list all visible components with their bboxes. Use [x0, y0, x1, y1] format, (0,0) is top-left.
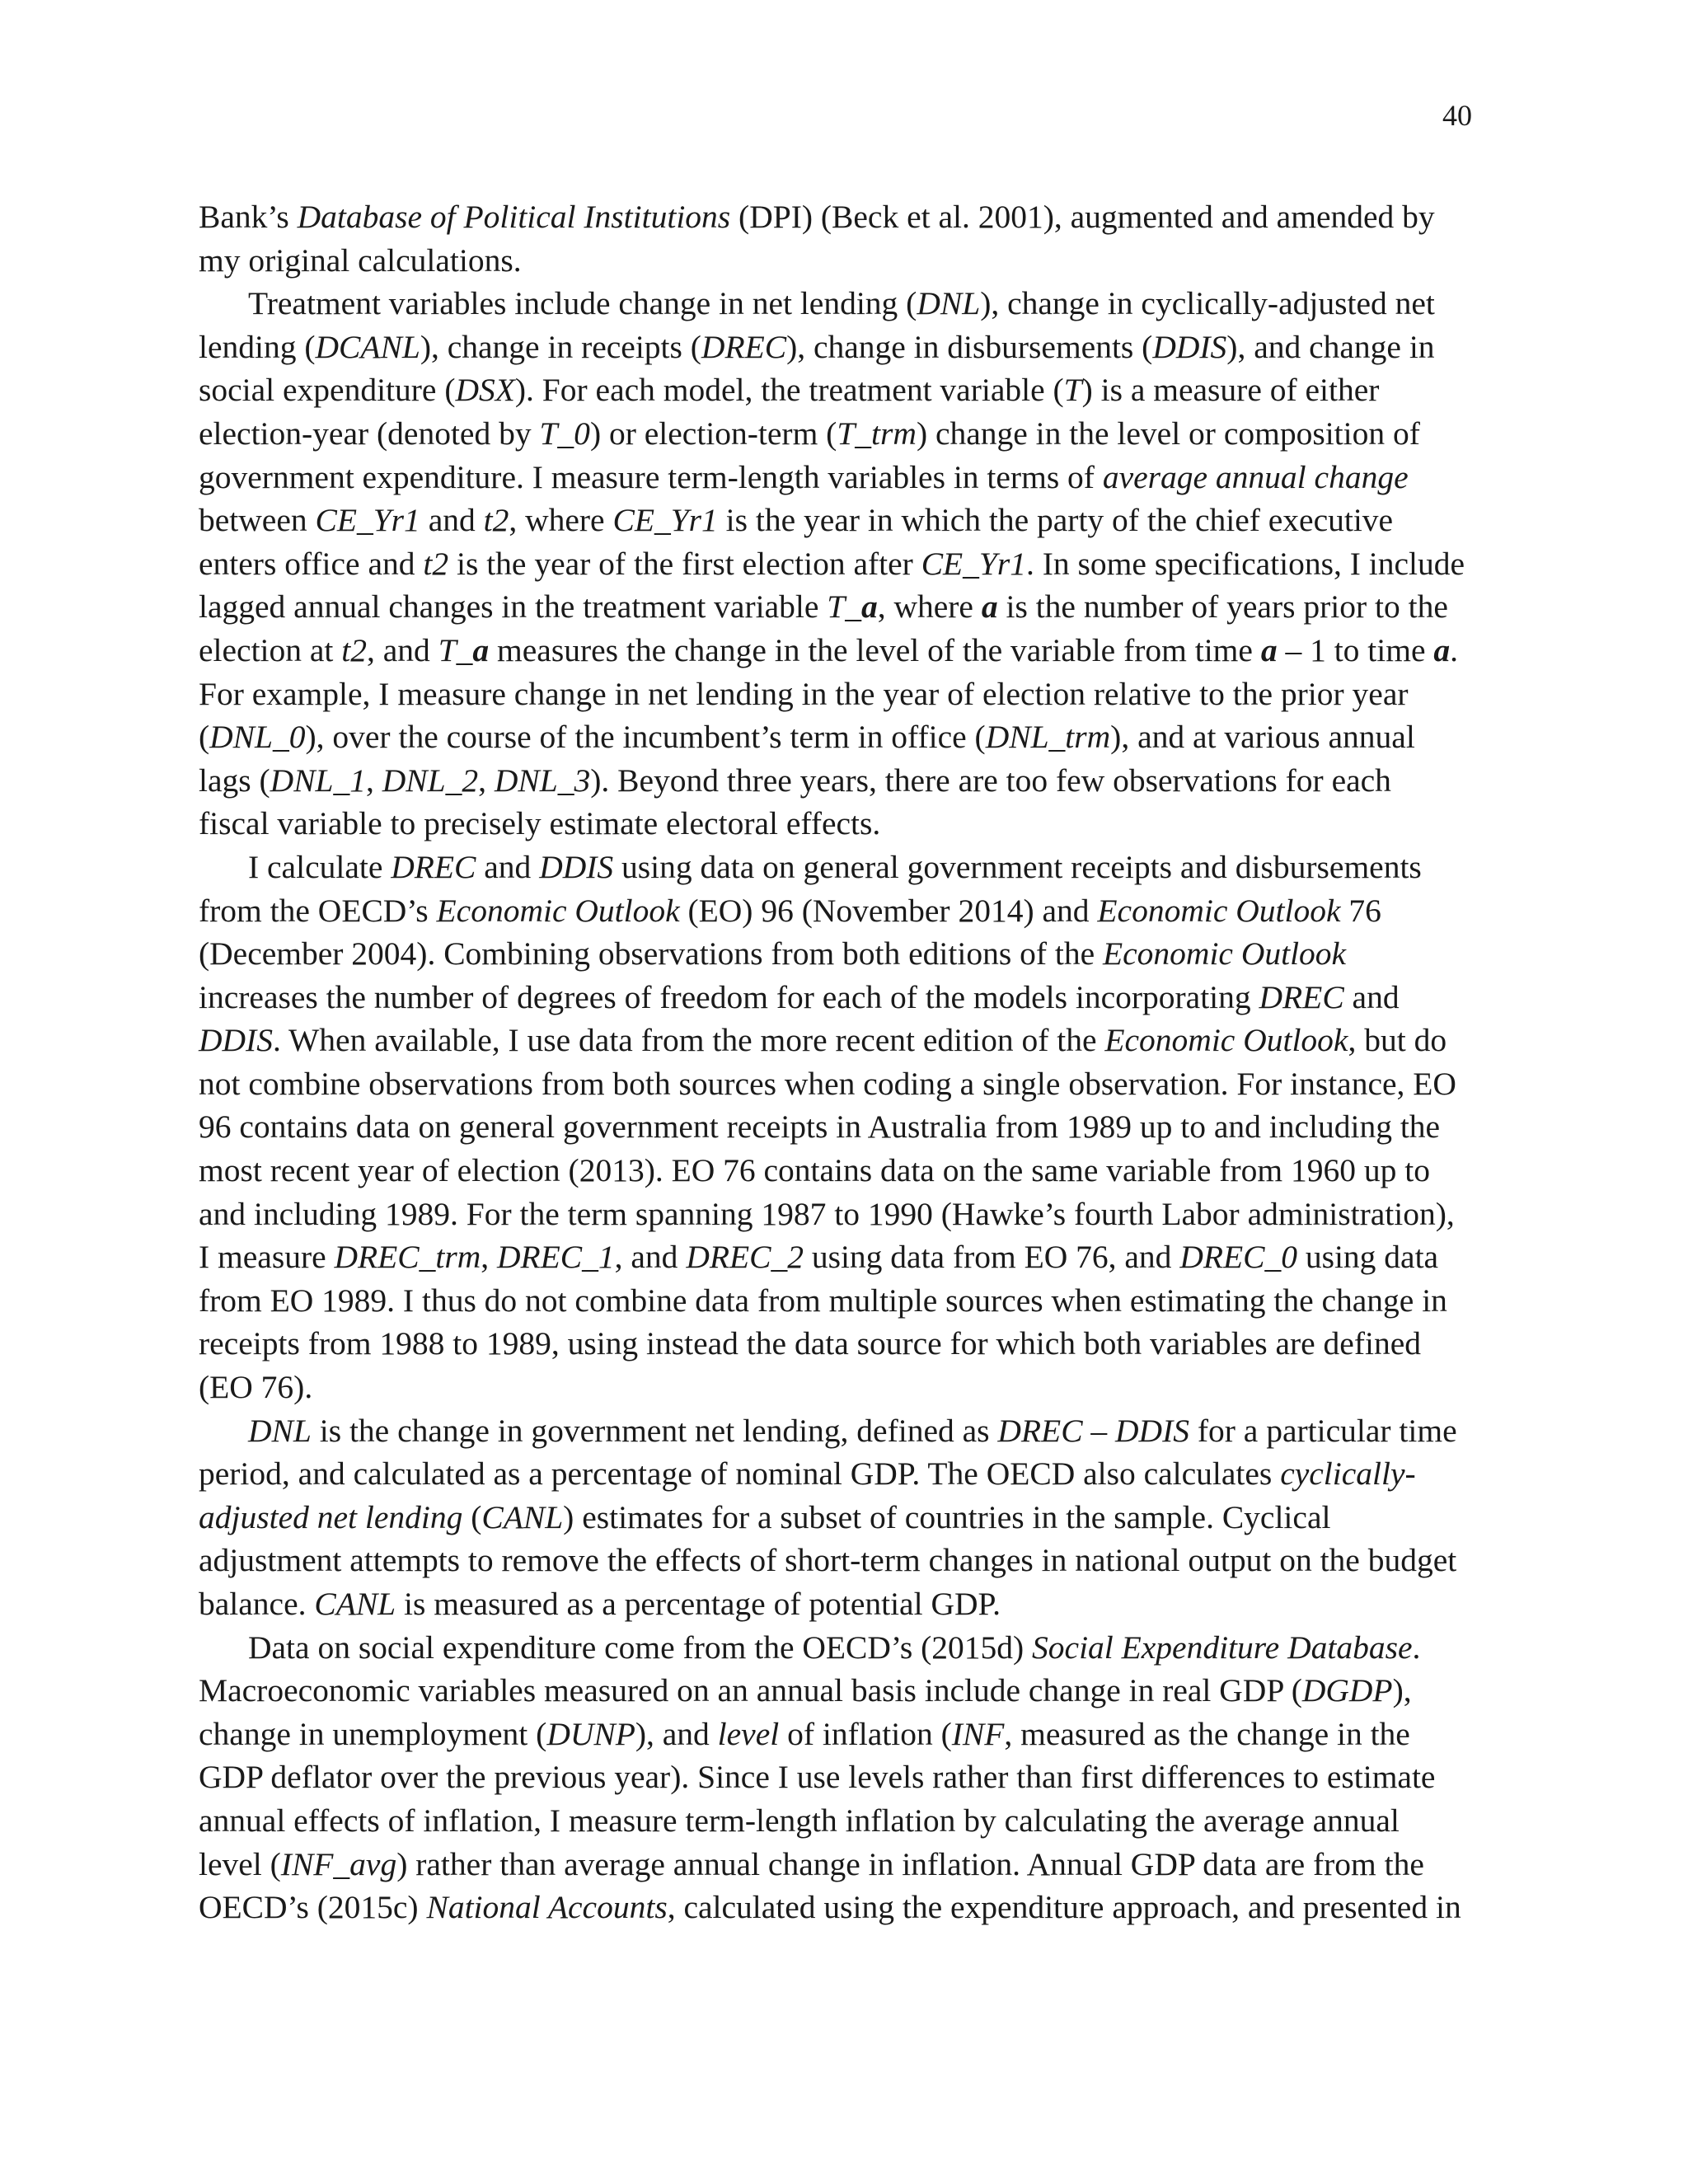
text-line: [199, 368, 1484, 412]
emphasized-text: CANL: [314, 1586, 396, 1622]
text-run: For example, I measure change in net lending in the year of election relative to the prior year: [199, 675, 1409, 712]
text-run: , but do: [1348, 1022, 1447, 1059]
text-line: [199, 1843, 1484, 1886]
text-run: using data on general government receipts and disbursements: [613, 848, 1422, 885]
text-run: election-year (denoted by: [199, 415, 540, 452]
emphasized-text: t2: [483, 502, 509, 539]
text-run: for a particular time: [1189, 1412, 1457, 1449]
text-run: Bank’s: [199, 199, 298, 235]
emphasized-text: Economic Outlook: [1103, 935, 1347, 972]
emphasized-text: DDIS: [539, 848, 614, 885]
text-run: , and: [367, 631, 438, 668]
emphasized-text: a: [1260, 631, 1278, 668]
text-line: [199, 282, 1484, 326]
text-run: , measured as the change in the: [1004, 1715, 1410, 1752]
text-run: is the number of years prior to the: [997, 588, 1448, 626]
text-line: [199, 1366, 1484, 1409]
text-line: [199, 1193, 1484, 1236]
text-run: I measure: [199, 1239, 335, 1276]
text-run: (DPI) (Beck et al. 2001), augmented and amended by: [730, 199, 1435, 235]
emphasized-text: average annual change: [1102, 458, 1409, 495]
text-run: using data from EO 76, and: [803, 1239, 1180, 1276]
emphasized-text: DNL: [248, 1412, 312, 1449]
emphasized-text: CE_Yr1: [921, 545, 1027, 582]
text-run: increases the number of degrees of freedom for each of the models incorporating: [199, 978, 1259, 1015]
text-run: using data: [1296, 1239, 1439, 1276]
page-number: 40: [1442, 99, 1472, 132]
text-run: from EO 1989. I thus do not combine data from multiple sources when estimating the change in: [199, 1282, 1447, 1319]
text-run: Treatment variables include change in net lending (: [248, 285, 917, 322]
emphasized-text: DNL_0: [209, 719, 306, 756]
text-line: [199, 1496, 1484, 1540]
emphasized-text: DDIS: [1152, 328, 1227, 365]
emphasized-text: DSX: [455, 372, 515, 409]
emphasized-text: DREC_trm: [334, 1239, 481, 1276]
text-line: [199, 932, 1484, 976]
text-line: [199, 1235, 1484, 1279]
text-run: lagged annual changes in the treatment variable: [199, 588, 828, 626]
text-run: receipts from 1988 to 1989, using instead the data source for which both variables are defined: [199, 1325, 1421, 1362]
text-line: [199, 1713, 1484, 1756]
emphasized-text: T_0: [539, 415, 590, 452]
text-run: ), change in disbursements (: [786, 328, 1153, 365]
text-run: . When available, I use data from the more recent edition of the: [272, 1022, 1105, 1059]
text-run: most recent year of election (2013). EO 76 contains data on the same variable from 1960 up to: [199, 1152, 1430, 1189]
text-run: annual effects of inflation, I measure term-length inflation by calculating the average annual: [199, 1802, 1400, 1839]
text-run: ). Beyond three years, there are too few observations for each: [590, 762, 1391, 799]
text-run: adjustment attempts to remove the effects of short-term changes in national output on the budget: [199, 1542, 1457, 1579]
text-line: [199, 326, 1484, 369]
text-line: [199, 1886, 1484, 1929]
text-line: [199, 1755, 1484, 1799]
text-run: .: [1412, 1629, 1421, 1666]
emphasized-text: CE_Yr1: [612, 502, 718, 539]
emphasized-text: DREC: [701, 328, 787, 365]
emphasized-text: cyclically-: [1280, 1455, 1416, 1493]
text-run: ), change in cyclically-adjusted net: [980, 285, 1435, 322]
text-run: is the year in which the party of the chief executive: [717, 502, 1394, 539]
emphasized-text: T: [1063, 372, 1082, 409]
emphasized-text: INF_avg: [280, 1845, 397, 1882]
text-run: ) change in the level or composition of: [916, 415, 1420, 452]
text-run: (December 2004). Combining observations from both editions of the: [199, 935, 1104, 972]
emphasized-text: DREC: [1259, 978, 1344, 1015]
text-run: ) rather than average annual change in inflation. Annual GDP data are from the: [396, 1845, 1424, 1882]
text-line: [199, 759, 1484, 803]
text-line: [199, 673, 1484, 716]
emphasized-text: t2: [423, 545, 449, 582]
text-line: [199, 629, 1484, 673]
text-line: [199, 412, 1484, 456]
text-run: OECD’s (2015c): [199, 1889, 427, 1926]
text-line: [199, 456, 1484, 499]
emphasized-text: CE_Yr1: [315, 502, 420, 539]
text-run: between: [199, 502, 316, 539]
text-run: Macroeconomic variables measured on an annual basis include change in real GDP (: [199, 1672, 1302, 1709]
text-line: [199, 1669, 1484, 1713]
text-run: balance.: [199, 1586, 315, 1622]
text-run: election at: [199, 631, 342, 668]
text-run: change in unemployment (: [199, 1715, 547, 1752]
text-run: ), and change in: [1226, 328, 1435, 365]
text-run: ,: [478, 762, 495, 799]
emphasized-text: DNL_trm: [985, 719, 1111, 756]
text-line: [199, 1019, 1484, 1062]
emphasized-text: T_trm: [837, 415, 917, 452]
text-run: ),: [1392, 1672, 1412, 1709]
emphasized-text: INF: [951, 1715, 1005, 1752]
text-line: [199, 802, 1484, 846]
text-run: (: [462, 1498, 482, 1535]
text-line: [199, 1409, 1484, 1453]
text-line: [199, 889, 1484, 933]
text-line: [199, 585, 1484, 629]
text-line: [199, 1452, 1484, 1496]
text-line: [199, 1105, 1484, 1149]
emphasized-text: National Accounts: [426, 1889, 668, 1926]
text-run: government expenditure. I measure term-length variables in terms of: [199, 458, 1103, 495]
text-run: my original calculations.: [199, 241, 522, 279]
text-run: ), over the course of the incumbent’s term in office (: [305, 719, 986, 756]
emphasized-text: DREC_1: [497, 1239, 615, 1276]
emphasized-text: adjusted net lending: [199, 1498, 463, 1535]
emphasized-text: DNL: [917, 285, 981, 322]
text-run: ) is a measure of either: [1081, 372, 1380, 409]
text-run: Data on social expenditure come from the OECD’s (2015d): [248, 1629, 1033, 1666]
text-line: [199, 1279, 1484, 1323]
emphasized-text: DREC_2: [686, 1239, 804, 1276]
text-run: , where: [877, 588, 982, 626]
text-run: is the change in government net lending, defined as: [311, 1412, 998, 1449]
text-run: ,: [366, 762, 382, 799]
emphasized-text: a: [1433, 631, 1451, 668]
text-run: – 1 to time: [1277, 631, 1434, 668]
emphasized-text: DUNP: [546, 1715, 635, 1752]
emphasized-text: DNL_1: [270, 762, 367, 799]
emphasized-text: Database of Political Institutions: [297, 199, 731, 235]
text-run: ), change in receipts (: [420, 328, 701, 365]
text-run: lending (: [199, 328, 316, 365]
text-line: [199, 195, 1484, 239]
text-line: [199, 542, 1484, 586]
text-run: is the year of the first election after: [448, 545, 921, 582]
emphasized-text: T_: [438, 631, 473, 668]
text-run: lags (: [199, 762, 270, 799]
emphasized-text: DNL_3: [494, 762, 591, 799]
text-run: . In some specifications, I include: [1026, 545, 1465, 582]
text-run: and: [420, 502, 484, 539]
text-run: enters office and: [199, 545, 424, 582]
emphasized-text: DGDP: [1301, 1672, 1393, 1709]
text-line: [199, 1626, 1484, 1670]
text-run: is measured as a percentage of potential GDP.: [396, 1586, 1001, 1622]
text-run: 96 contains data on general government receipts in Australia from 1989 up to and including the: [199, 1108, 1441, 1146]
emphasized-text: DCANL: [315, 328, 420, 365]
body-text: [199, 195, 1484, 1929]
text-run: ), and: [635, 1715, 718, 1752]
text-run: , where: [509, 502, 613, 539]
text-run: and including 1989. For the term spanning 1987 to 1990 (Hawke’s fourth Labor administration),: [199, 1195, 1455, 1232]
text-line: [199, 239, 1484, 283]
text-run: , calculated using the expenditure approach, and presented in: [667, 1889, 1461, 1926]
emphasized-text: DNL_2: [382, 762, 479, 799]
text-run: , and: [614, 1239, 687, 1276]
text-run: GDP deflator over the previous year). Since I use levels rather than first differences to estimate: [199, 1759, 1436, 1796]
text-line: [199, 1062, 1484, 1106]
emphasized-text: Economic Outlook: [1104, 1022, 1348, 1059]
emphasized-text: a: [472, 631, 490, 668]
emphasized-text: Economic Outlook: [436, 892, 680, 929]
emphasized-text: DREC_0: [1179, 1239, 1297, 1276]
emphasized-text: Economic Outlook: [1097, 892, 1341, 929]
text-line: [199, 1149, 1484, 1193]
text-run: .: [1450, 631, 1459, 668]
text-line: [199, 715, 1484, 759]
text-run: not combine observations from both sources when coding a single observation. For instance, EO: [199, 1065, 1456, 1102]
emphasized-text: DREC: [391, 848, 476, 885]
emphasized-text: level: [717, 1715, 780, 1752]
text-run: (EO 76).: [199, 1369, 313, 1406]
text-run: ). For each model, the treatment variable (: [514, 372, 1064, 409]
text-line: [199, 1539, 1484, 1582]
emphasized-text: t2: [341, 631, 368, 668]
text-run: and: [1343, 978, 1400, 1015]
text-run: from the OECD’s: [199, 892, 437, 929]
text-run: of inflation (: [779, 1715, 952, 1752]
text-line: [199, 1582, 1484, 1626]
text-run: social expenditure (: [199, 372, 456, 409]
text-line: [199, 1799, 1484, 1843]
text-run: ), and at various annual: [1110, 719, 1415, 756]
text-line: [199, 846, 1484, 889]
text-line: [199, 499, 1484, 542]
emphasized-text: DREC – DDIS: [997, 1412, 1189, 1449]
text-run: ) estimates for a subset of countries in the sample. Cyclical: [563, 1498, 1331, 1535]
text-run: period, and calculated as a percentage of nominal GDP. The OECD also calculates: [199, 1455, 1281, 1493]
emphasized-text: CANL: [481, 1498, 564, 1535]
text-run: (EO) 96 (November 2014) and: [679, 892, 1098, 929]
text-run: I calculate: [248, 848, 392, 885]
text-run: and: [476, 848, 540, 885]
text-run: ,: [481, 1239, 497, 1276]
text-line: [199, 976, 1484, 1019]
emphasized-text: a: [860, 588, 878, 626]
emphasized-text: a: [981, 588, 998, 626]
text-run: measures the change in the level of the variable from time: [489, 631, 1261, 668]
emphasized-text: DDIS: [199, 1022, 273, 1059]
text-line: [199, 1322, 1484, 1366]
text-run: 76: [1340, 892, 1381, 929]
emphasized-text: T_: [827, 588, 861, 626]
text-run: level (: [199, 1845, 281, 1882]
emphasized-text: Social Expenditure Database: [1032, 1629, 1413, 1666]
text-run: ) or election-term (: [589, 415, 837, 452]
text-run: fiscal variable to precisely estimate electoral effects.: [199, 805, 881, 842]
text-run: (: [199, 719, 210, 756]
